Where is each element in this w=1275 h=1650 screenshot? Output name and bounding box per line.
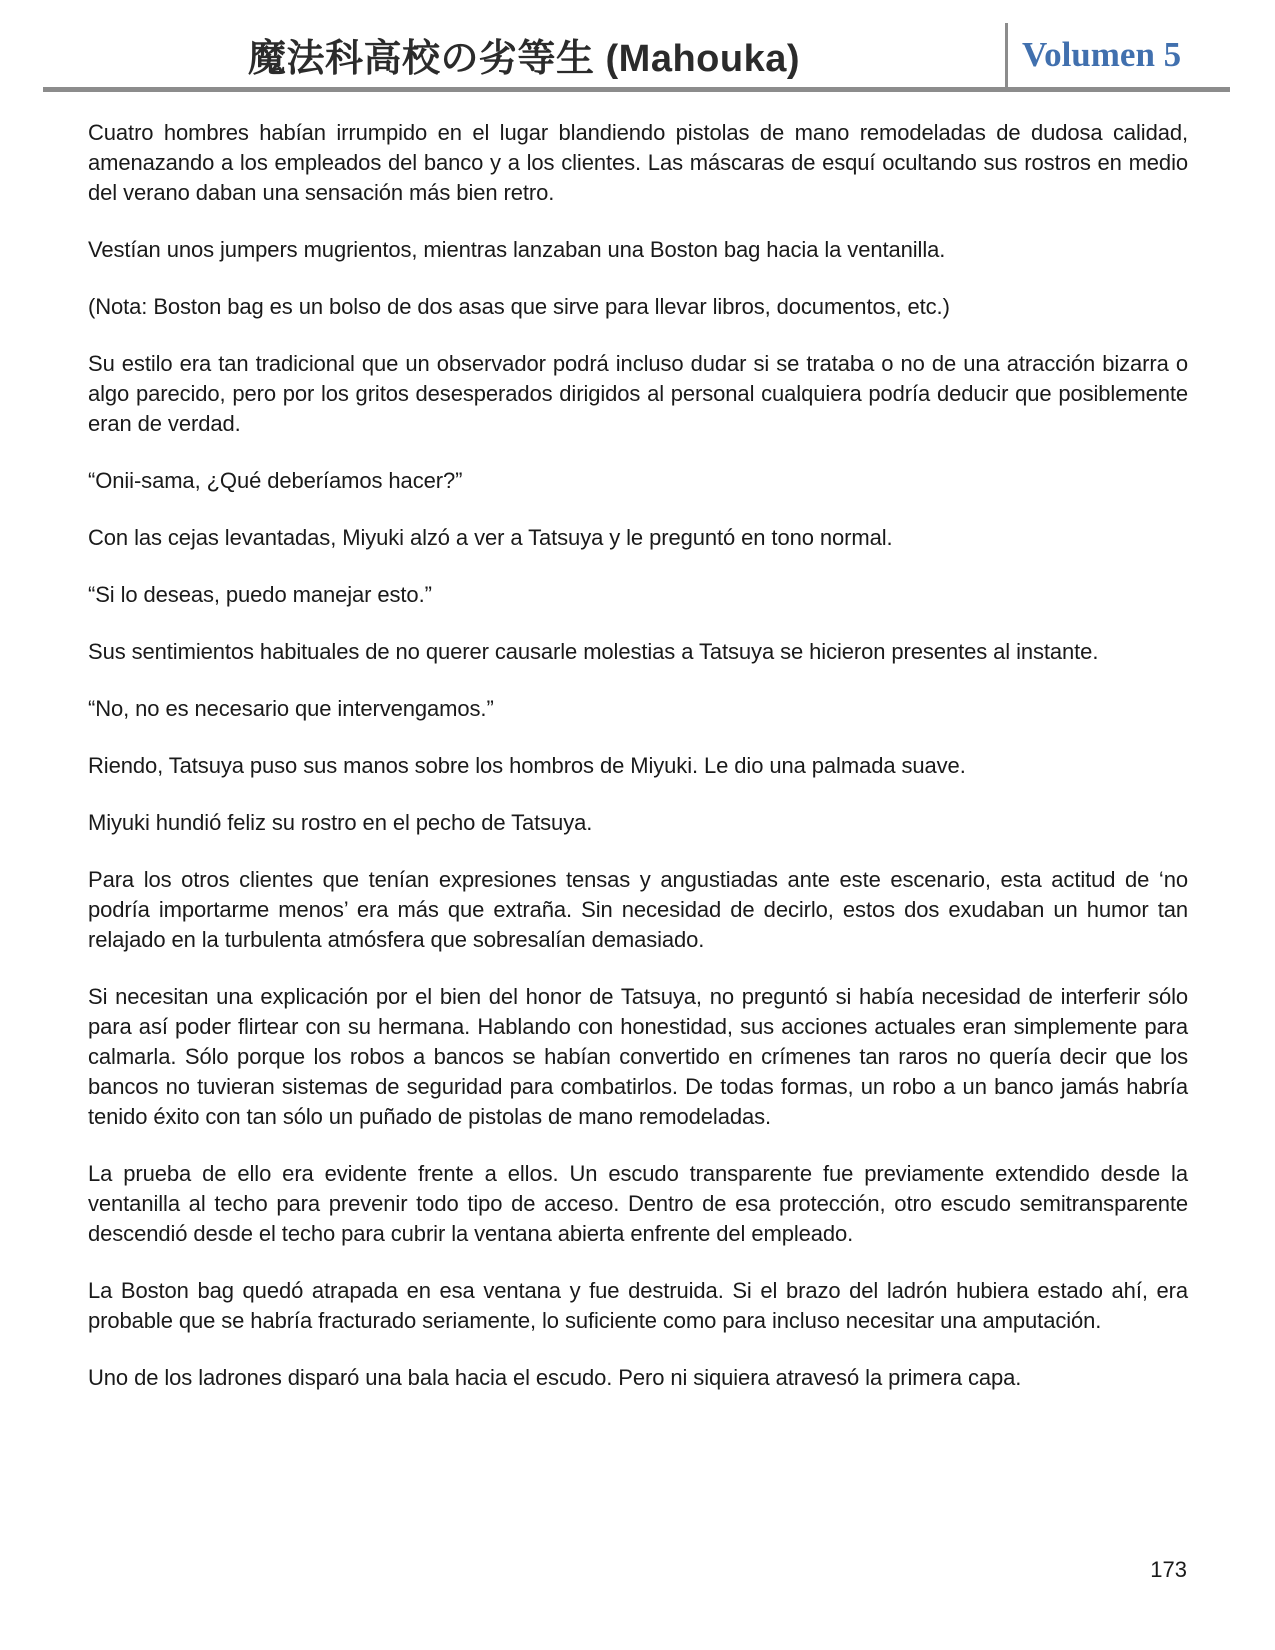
paragraph: Uno de los ladrones disparó una bala hacia el escudo. Pero ni siquiera atravesó la primera capa.: [88, 1365, 1022, 1390]
paragraph: Vestían unos jumpers mugrientos, mientras lanzaban una Boston bag hacia la ventanilla.: [88, 237, 946, 262]
paragraph: (Nota: Boston bag es un bolso de dos asas que sirve para llevar libros, documentos, etc.): [88, 294, 950, 319]
paragraph: “Onii-sama, ¿Qué deberíamos hacer?”: [88, 468, 463, 493]
page-header: [43, 0, 1230, 92]
volume-label: Volumen 5: [1022, 35, 1182, 74]
page-number: 173: [1150, 1557, 1187, 1582]
page-title: 魔法科高校の劣等生 (Mahouka): [247, 38, 801, 80]
paragraph: Riendo, Tatsuya puso sus manos sobre los hombros de Miyuki. Le dio una palmada suave.: [88, 753, 966, 778]
paragraph: Si necesitan una explicación por el bien del honor de Tatsuya, no preguntó si había necesidad de interferir sólo para así poder flirtear con su hermana. Hablando con honestidad, sus acciones actuales eran simplemente para calmarla. Sólo porque los robos a bancos se habían convertido en crímenes tan raros no quería decir que los bancos no tuvieran sistemas de seguridad para combatirlos. De todas formas, un robo a un banco jamás habría tenido éxito con tan sólo un puñado de pistolas de mano remodeladas.: [88, 984, 1188, 1129]
header-volume-cell: [1005, 23, 1230, 87]
body-text: [88, 118, 1188, 1420]
paragraph: Sus sentimientos habituales de no querer causarle molestias a Tatsuya se hicieron presentes al instante.: [88, 639, 1099, 664]
paragraph: “No, no es necesario que intervengamos.”: [88, 696, 494, 721]
paragraph: Su estilo era tan tradicional que un observador podrá incluso dudar si se trataba o no de una atracción bizarra o algo parecido, pero por los gritos desesperados dirigidos al personal cualquiera podría deducir que posiblemente eran de verdad.: [88, 351, 1188, 436]
header-title-cell: [43, 27, 1005, 87]
paragraph: “Si lo deseas, puedo manejar esto.”: [88, 582, 432, 607]
paragraph: Para los otros clientes que tenían expresiones tensas y angustiadas ante este escenario, esta actitud de ‘no podría importarme menos’ era más que extraña. Sin necesidad de decirlo, estos dos exudaban un humor tan relajado en la turbulenta atmósfera que sobresalían demasiado.: [88, 867, 1188, 952]
paragraph: Miyuki hundió feliz su rostro en el pecho de Tatsuya.: [88, 810, 593, 835]
paragraph: Con las cejas levantadas, Miyuki alzó a ver a Tatsuya y le preguntó en tono normal.: [88, 525, 893, 550]
paragraph: Cuatro hombres habían irrumpido en el lugar blandiendo pistolas de mano remodeladas de dudosa calidad, amenazando a los empleados del banco y a los clientes. Las máscaras de esquí ocultando sus rostros en medio del verano daban una sensación más bien retro.: [88, 120, 1188, 205]
paragraph: La prueba de ello era evidente frente a ellos. Un escudo transparente fue previamente extendido desde la ventanilla al techo para prevenir todo tipo de acceso. Dentro de esa protección, otro escudo semitransparente descendió desde el techo para cubrir la ventana abierta enfrente del empleado.: [88, 1161, 1188, 1246]
paragraph: La Boston bag quedó atrapada en esa ventana y fue destruida. Si el brazo del ladrón hubiera estado ahí, era probable que se habría fracturado seriamente, lo suficiente como para incluso necesitar una amputación.: [88, 1278, 1188, 1333]
